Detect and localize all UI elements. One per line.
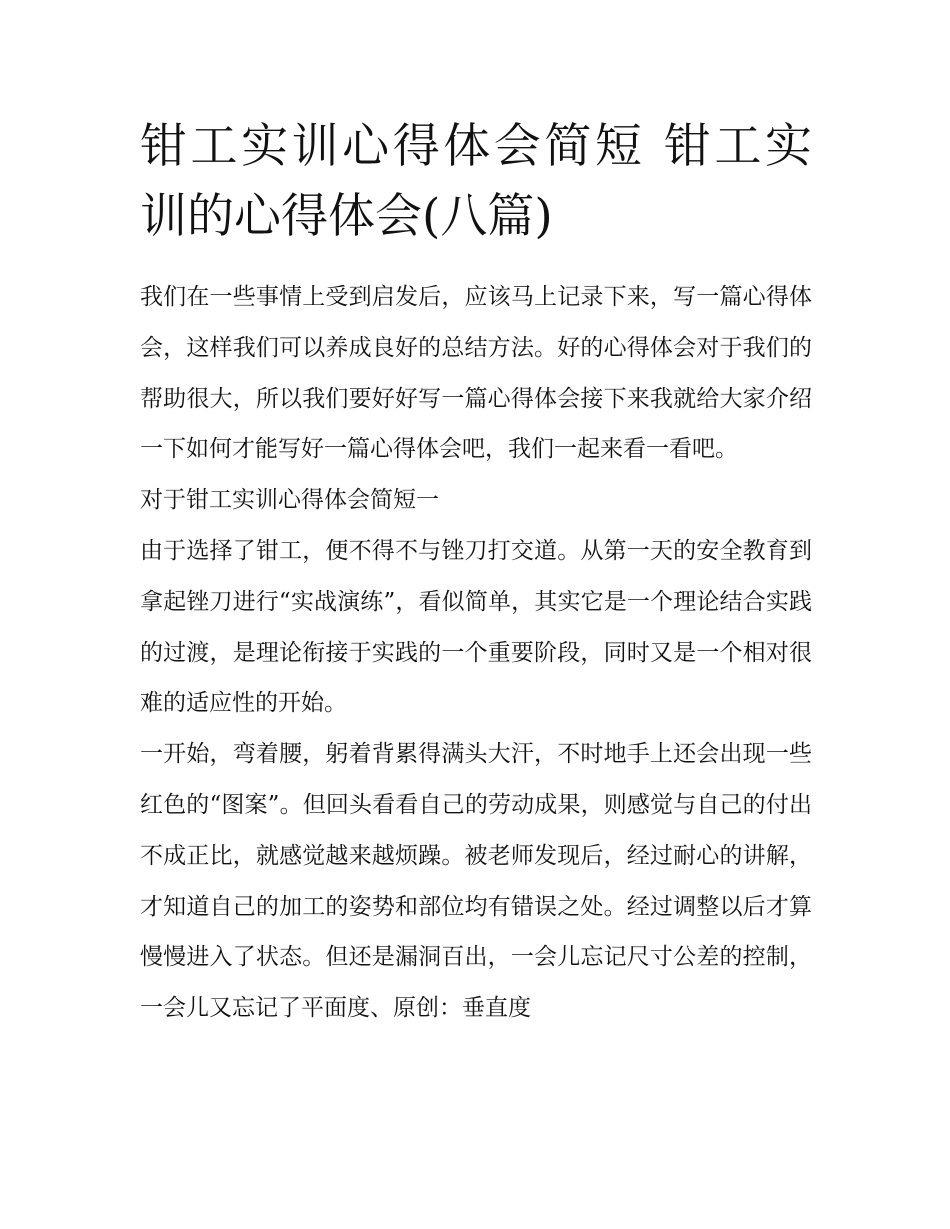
document-body bbox=[140, 112, 812, 1034]
section-heading: 对于钳工实训心得体会简短一 bbox=[140, 487, 439, 514]
body-paragraph: 由于选择了钳工，便不得不与锉刀打交道。从第一天的安全教育到拿起锉刀进行“实战演练”，看似简单，其实它是一个理论结合实践的过渡，是理论衔接于实践的一个重要阶段，同时又是一个相对很难的适应性的开始。 bbox=[140, 537, 812, 717]
intro-paragraph: 我们在一些事情上受到启发后，应该马上记录下来，写一篇心得体会，这样我们可以养成良好的总结方法。好的心得体会对于我们的帮助很大，所以我们要好好写一篇心得体会接下来我就给大家介绍一下如何才能写好一篇心得体会吧，我们一起来看一看吧。 bbox=[140, 284, 812, 463]
document-title: 钳工实训心得体会简短 钳工实训的心得体会(八篇) bbox=[140, 119, 812, 244]
body-paragraph: 一开始，弯着腰，躬着背累得满头大汗，不时地手上还会出现一些红色的“图案”。但回头看看自己的劳动成果，则感觉与自己的付出不成正比，就感觉越来越烦躁。被老师发现后，经过耐心的讲解，才知道自己的加工的姿势和部位均有错误之处。经过调整以后才算慢慢进入了状态。但还是漏洞百出，一会儿忘记尺寸公差的控制，一会儿又忘记了平面度、原创：垂直度 bbox=[140, 741, 812, 1022]
